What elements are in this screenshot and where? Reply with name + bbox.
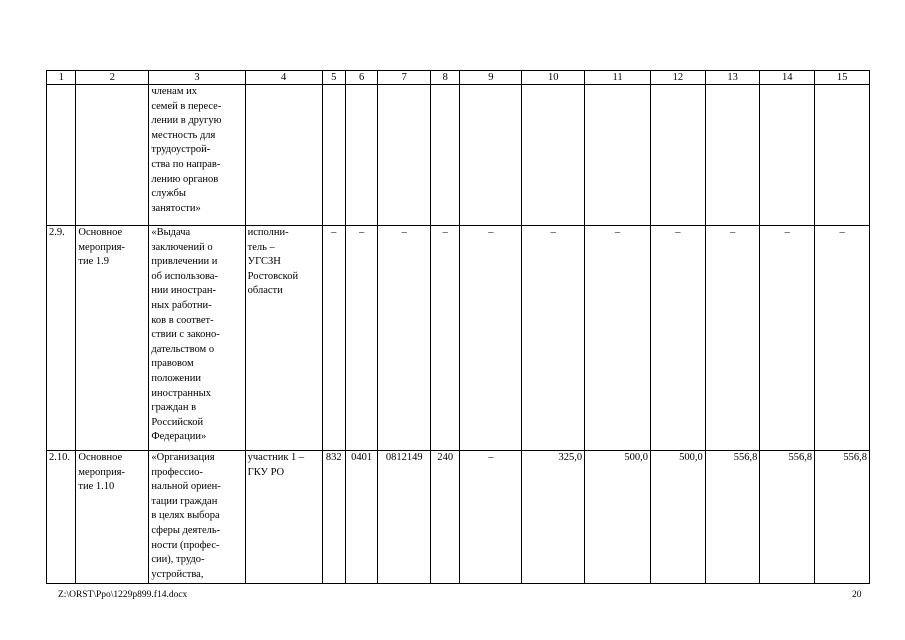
table-cell: 500,0 [585,451,651,584]
row-executor: исполни- тель – УГСЗН Ростовской области [245,226,322,451]
row-activity-name [76,85,149,226]
table-cell [322,85,345,226]
table-cell: – [650,226,705,451]
row-activity-name: Основное мероприя- тие 1.9 [76,226,149,451]
row-description: членам их семей в пересе- лении в другую местность для трудоустрой- ства по направ- лению органов службы занятости» [149,85,245,226]
row-description: «Организация профессио- нальной ориен- тации граждан в целях выбора сферы деятель- ности (профес- сии), трудо- устройства, [149,451,245,584]
column-number: 1 [47,71,76,85]
table-cell: – [760,226,815,451]
table-cell [378,85,431,226]
table-cell: – [460,451,522,584]
column-number: 12 [650,71,705,85]
column-number: 2 [76,71,149,85]
column-number: 5 [322,71,345,85]
column-number: 6 [345,71,377,85]
column-number: 3 [149,71,245,85]
table-cell: 832 [322,451,345,584]
table-cell: – [705,226,760,451]
table-cell [345,85,377,226]
column-number: 10 [522,71,585,85]
table-header-row [47,71,870,85]
table-cell [431,85,460,226]
column-number: 9 [460,71,522,85]
table-cell: 556,8 [815,451,870,584]
table-cell: – [322,226,345,451]
table-cell [460,85,522,226]
row-description: «Выдача заключений о привлечении и об использова- нии иностран- ных работни- ков в соответ- ствии с законо- дательством о правовом положении иностранных граждан в Российской Федерации» [149,226,245,451]
column-number: 8 [431,71,460,85]
table-cell [522,85,585,226]
table-cell: – [815,226,870,451]
table-cell: – [522,226,585,451]
table-cell: – [585,226,651,451]
table-cell: – [431,226,460,451]
table-cell: 556,8 [760,451,815,584]
column-number: 4 [245,71,322,85]
row-executor [245,85,322,226]
table-cell: – [345,226,377,451]
table-cell: – [378,226,431,451]
table-cell: 500,0 [650,451,705,584]
row-executor: участник 1 – ГКУ РО [245,451,322,584]
column-number: 11 [585,71,651,85]
column-number: 15 [815,71,870,85]
row-number: 2.9. [47,226,76,451]
table-cell: 556,8 [705,451,760,584]
row-number: 2.10. [47,451,76,584]
table-cell: 240 [431,451,460,584]
column-number: 7 [378,71,431,85]
table-row [47,226,870,451]
row-activity-name: Основное мероприя- тие 1.10 [76,451,149,584]
page-number: 20 [852,590,862,600]
row-number [47,85,76,226]
table-cell [815,85,870,226]
column-number: 13 [705,71,760,85]
table-row [47,451,870,584]
table-cell [760,85,815,226]
table-cell [650,85,705,226]
column-number: 14 [760,71,815,85]
table-cell [585,85,651,226]
footer-file-path: Z:\ORST\Ppo\1229p899.f14.docx [58,590,188,600]
program-table [46,70,870,584]
table-cell: 0812149 [378,451,431,584]
table-cell: – [460,226,522,451]
table-cell: 325,0 [522,451,585,584]
table-row [47,85,870,226]
table-cell [705,85,760,226]
table-cell: 0401 [345,451,377,584]
